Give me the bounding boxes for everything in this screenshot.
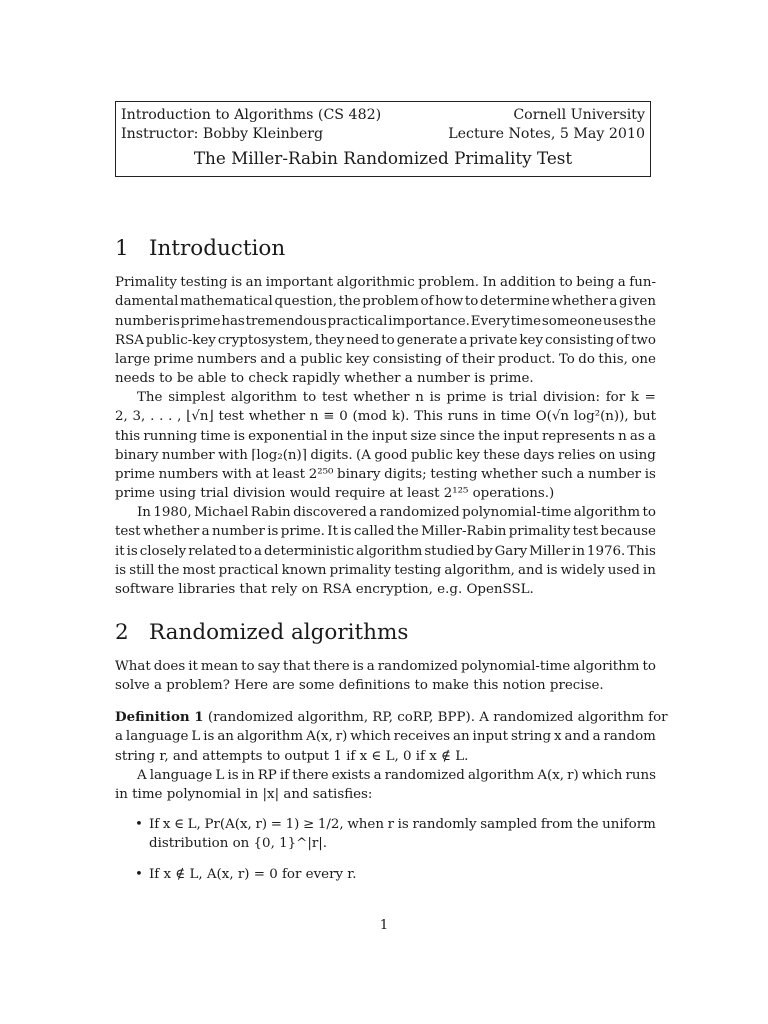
document-title: The Miller-Rabin Randomized Primality Test: [193, 148, 573, 168]
text-line: Primality testing is an important algorithmic problem. In addition to being a fun-: [115, 275, 656, 290]
text-line: is still the most practical known primality testing algorithm, and is widely used in: [115, 562, 656, 578]
intro-paragraph-2: [115, 388, 656, 504]
lecture-date: Lecture Notes, 5 May 2010: [448, 126, 645, 142]
text-line: prime using trial division would require at least 2¹²⁵ operations.): [115, 486, 555, 502]
text-line: it is closely related to a deterministic algorithm studied by Gary Miller in 1976. This: [115, 543, 656, 559]
bullet-line: distribution on {0, 1}^|r|.: [149, 836, 328, 852]
text-line: The simplest algorithm to test whether n is prime is trial division: for k =: [137, 390, 656, 405]
text-line: binary number with ⌈log₂(n)⌉ digits. (A good public key these days relies on using: [115, 447, 656, 463]
bullet-line: If x ∈ L, Pr(A(x, r) = 1) ≥ 1/2, when r is randomly sampled from the uniform: [149, 817, 656, 832]
text-line: test whether a number is prime. It is called the Miller-Rabin primality test because: [115, 524, 656, 540]
randomized-paragraph-1: [115, 657, 656, 696]
rp-conditions-list: [135, 815, 656, 884]
text-line: solve a problem? Here are some definitions to make this notion precise.: [115, 678, 604, 694]
instructor-name: Instructor: Bobby Kleinberg: [121, 126, 324, 142]
definition-line: a language L is an algorithm A(x, r) which receives an input string x and a random: [115, 729, 656, 745]
bullet-line: If x ∉ L, A(x, r) = 0 for every r.: [149, 866, 357, 882]
section-number: 2: [115, 620, 129, 645]
definition-label: Definition 1: [115, 709, 204, 725]
text-line: prime numbers with at least 2²⁵⁰ binary digits; testing whether such a number is: [115, 467, 656, 482]
text-line: What does it mean to say that there is a randomized polynomial-time algorithm to: [115, 659, 656, 674]
definition-line: string r, and attempts to output 1 if x ∈ L, 0 if x ∉ L.: [115, 748, 469, 764]
section-number: 1: [115, 236, 129, 261]
text-line: 2, 3, . . . , ⌊√n⌋ test whether n ≡ 0 (mod k). This runs in time O(√n log²(n)), but: [115, 409, 656, 425]
definition-line: (randomized algorithm, RP, coRP, BPP). A randomized algorithm for: [207, 710, 668, 725]
text-line: RSA public-key cryptosystem, they need to generate a private key consisting of two: [115, 332, 656, 348]
header-box: [115, 101, 651, 177]
bullet-icon: •: [135, 866, 143, 882]
text-line: in time polynomial in |x| and satisfies:: [115, 787, 373, 803]
text-line: In 1980, Michael Rabin discovered a randomized polynomial-time algorithm to: [137, 505, 656, 520]
section-title: Randomized algorithms: [149, 620, 409, 645]
definition-1: [115, 708, 668, 766]
university-name: Cornell University: [513, 107, 645, 123]
list-item: [135, 815, 656, 854]
text-line: large prime numbers and a public key consisting of their product. To do this, one: [115, 352, 656, 367]
text-line: software libraries that rely on RSA encryption, e.g. OpenSSL.: [115, 582, 534, 597]
intro-paragraph-1: [115, 273, 656, 389]
rp-paragraph: [115, 766, 656, 805]
bullet-icon: •: [135, 817, 143, 832]
section-heading-introduction: [115, 236, 285, 261]
list-item: [135, 865, 656, 884]
intro-paragraph-3: [115, 503, 656, 599]
text-line: number is prime has tremendous practical importance. Every time someone uses the: [115, 313, 656, 329]
section-title: Introduction: [149, 236, 286, 261]
text-line: damental mathematical question, the problem of how to determine whether a given: [115, 294, 656, 310]
section-heading-randomized: [115, 620, 408, 645]
course-name: Introduction to Algorithms (CS 482): [121, 107, 382, 123]
text-line: needs to be able to check rapidly whether a number is prime.: [115, 371, 534, 387]
page-number: 1: [379, 918, 389, 933]
text-line: this running time is exponential in the input size since the input represents n as a: [115, 428, 656, 444]
text-line: A language L is in RP if there exists a randomized algorithm A(x, r) which runs: [137, 768, 656, 783]
